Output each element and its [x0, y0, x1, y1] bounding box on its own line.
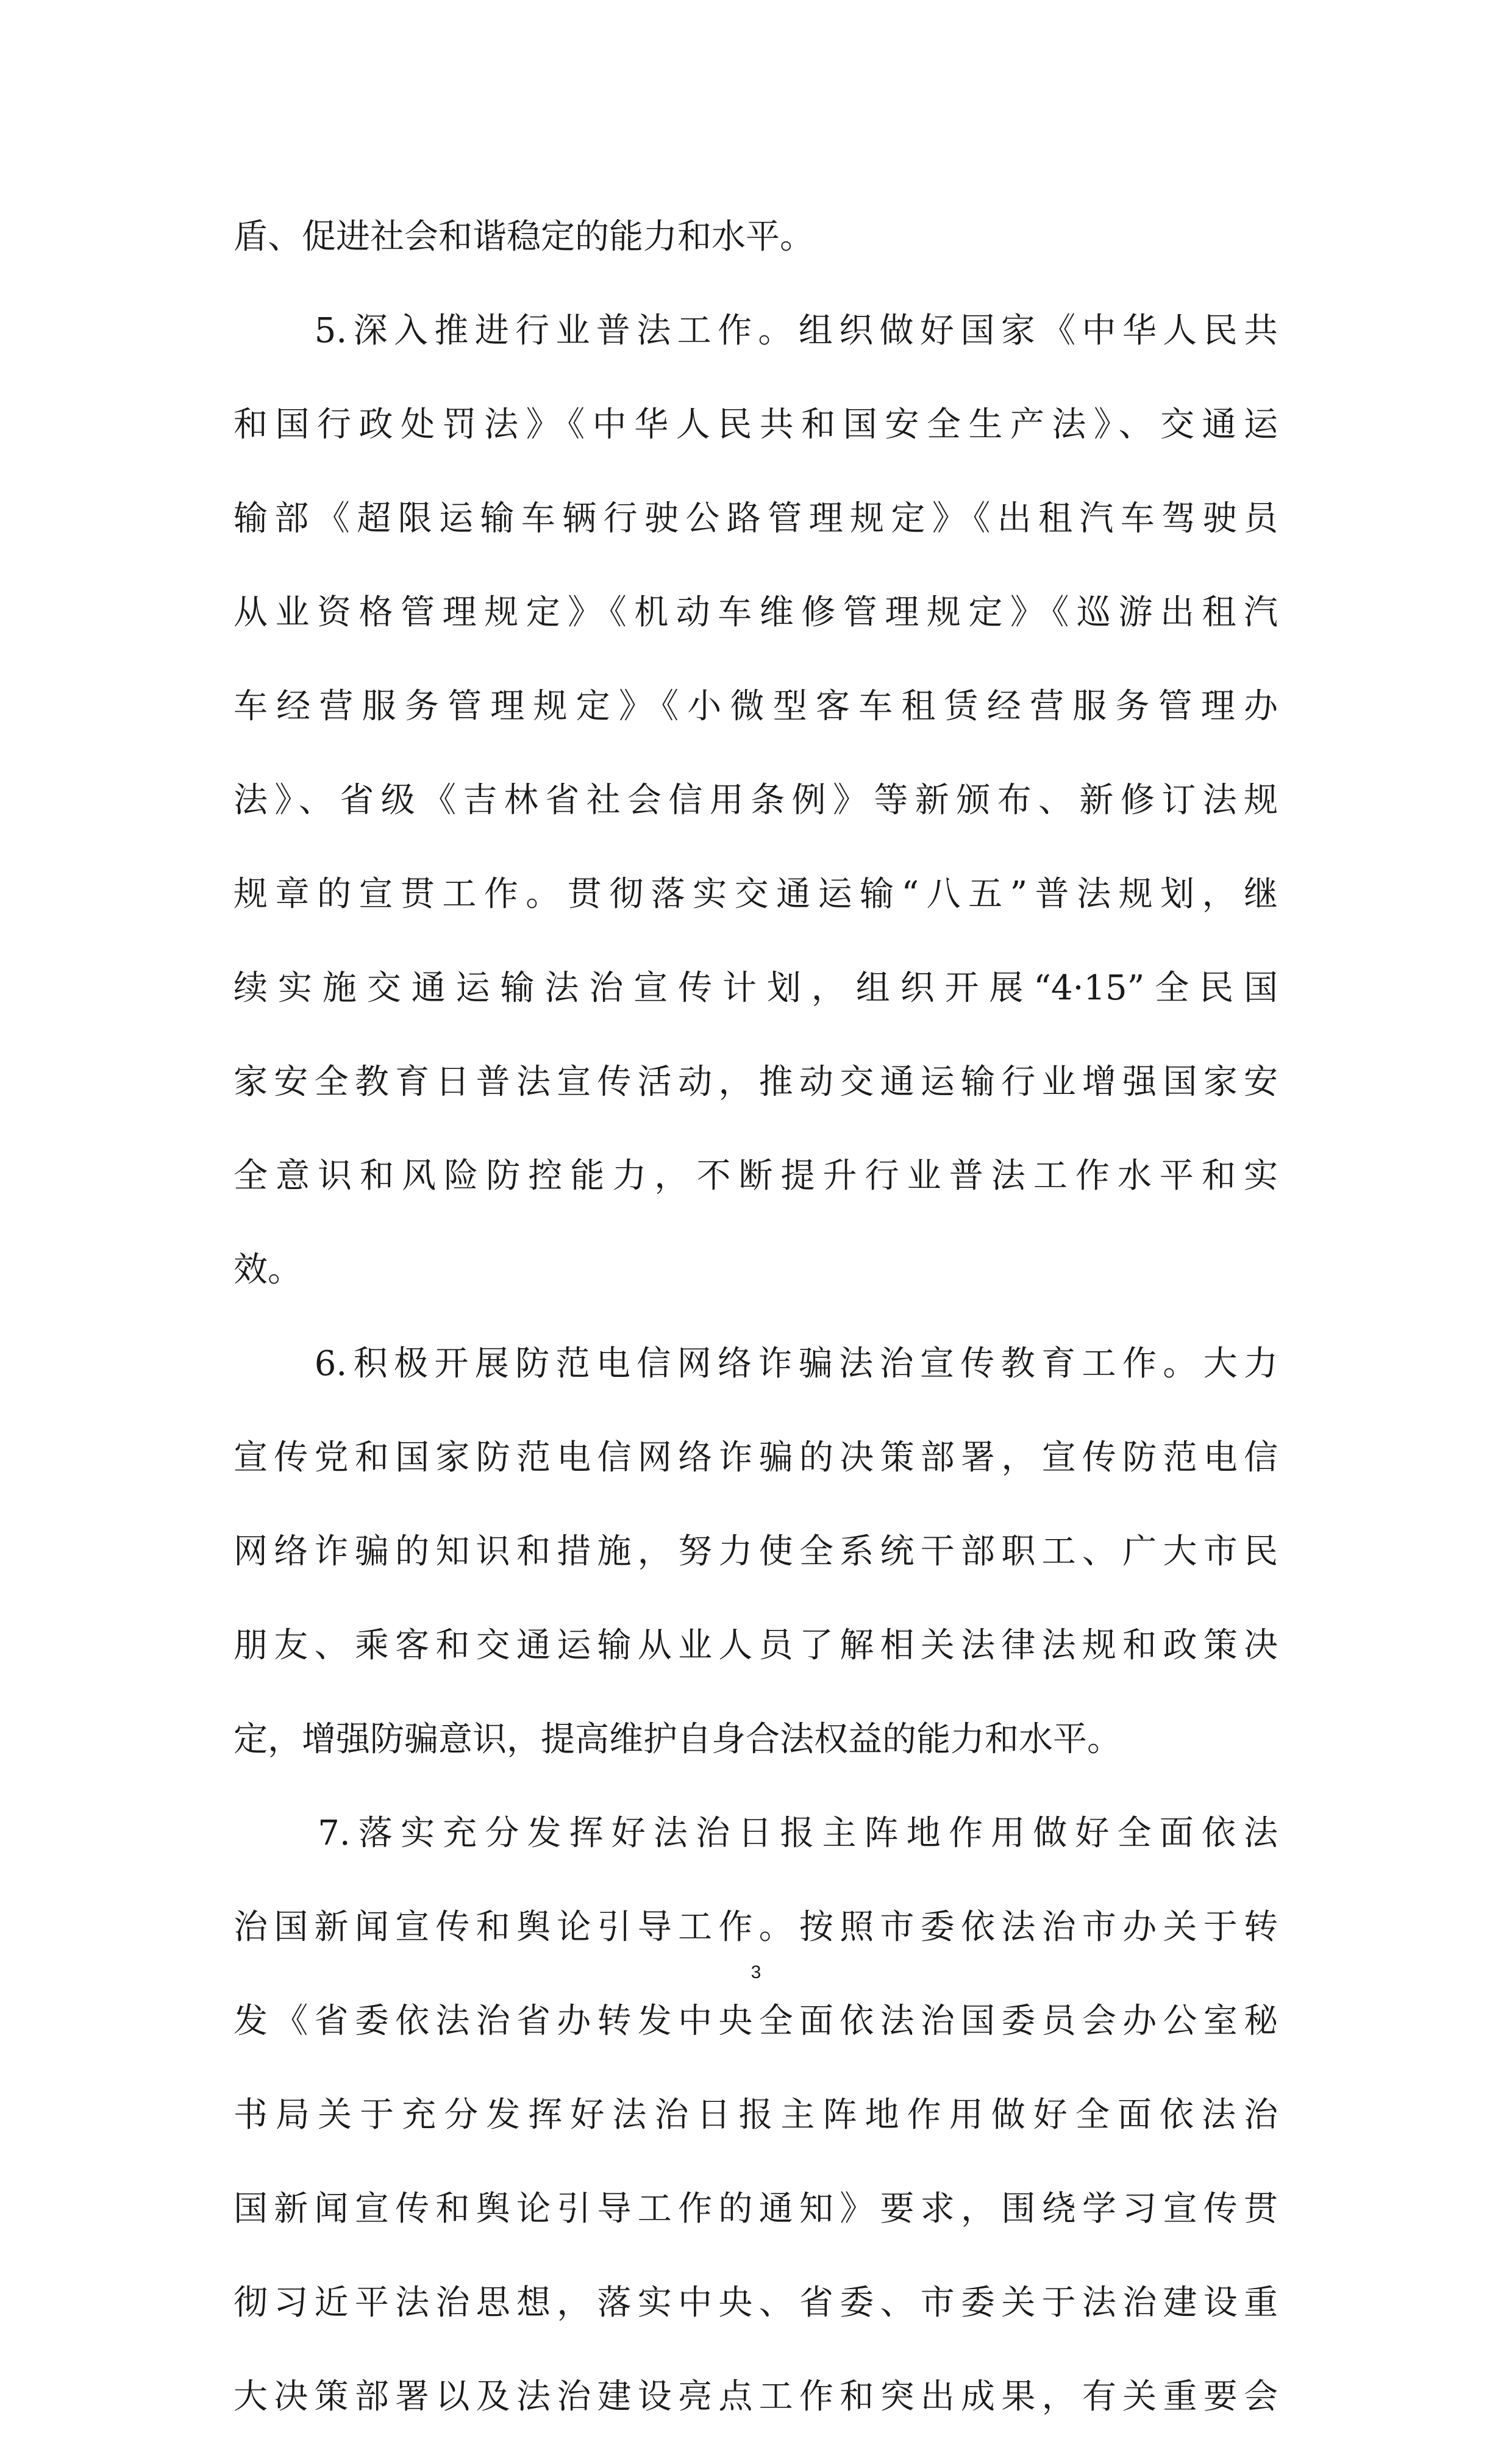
text-line: 大决策部署以及法治建设亮点工作和突出成果，有关重要会: [234, 2377, 1278, 2417]
text-line: 从业资格管理规定》《机动车维修管理规定》《巡游出租汽: [234, 593, 1278, 632]
text-line: 书局关于充分发挥好法治日报主阵地作用做好全面依法治: [234, 2095, 1278, 2135]
text-line: 宣传党和国家防范电信网络诈骗的决策部署，宣传防范电信: [234, 1438, 1278, 1477]
text-line: 续实施交通运输法治宣传计划，组织开展“4·15”全民国: [234, 968, 1278, 1008]
text-line: 法》、省级《吉林省社会信用条例》等新颁布、新修订法规: [234, 781, 1278, 820]
text-line: 效。: [234, 1250, 302, 1290]
text-line: 彻习近平法治思想，落实中央、省委、市委关于法治建设重: [234, 2283, 1278, 2323]
text-line: 车经营服务管理规定》《小微型客车租赁经营服务管理办: [234, 687, 1278, 726]
text-line: 全意识和风险防控能力，不断提升行业普法工作水平和实: [234, 1156, 1278, 1196]
text-line: 7.落实充分发挥好法治日报主阵地作用做好全面依法: [234, 1813, 1278, 1853]
text-line: 盾、促进社会和谐稳定的能力和水平。: [234, 217, 814, 257]
text-line: 家安全教育日普法宣传活动，推动交通运输行业增强国家安: [234, 1062, 1278, 1102]
text-line: 6.积极开展防范电信网络诈骗法治宣传教育工作。大力: [234, 1344, 1278, 1384]
text-line: 输部《超限运输车辆行驶公路管理规定》《出租汽车驾驶员: [234, 499, 1278, 538]
body-text: [234, 190, 1278, 2444]
text-line: 规章的宣贯工作。贯彻落实交通运输“八五”普法规划，继: [234, 874, 1278, 914]
text-line: 和国行政处罚法》《中华人民共和国安全生产法》、交通运: [234, 405, 1278, 445]
text-line: 5.深入推进行业普法工作。组织做好国家《中华人民共: [234, 311, 1278, 351]
text-line: 定，增强防骗意识，提高维护自身合法权益的能力和水平。: [234, 1720, 1121, 1759]
text-line: 治国新闻宣传和舆论引导工作。按照市委依法治市办关于转: [234, 1907, 1278, 1947]
text-line: 网络诈骗的知识和措施，努力使全系统干部职工、广大市民: [234, 1532, 1278, 1571]
text-line: 国新闻宣传和舆论引导工作的通知》要求，围绕学习宣传贯: [234, 2189, 1278, 2229]
text-line: 朋友、乘客和交通运输从业人员了解相关法律法规和政策决: [234, 1626, 1278, 1665]
text-line: 发《省委依法治省办转发中央全面依法治国委员会办公室秘: [234, 2001, 1278, 2041]
page-number: 3: [751, 1962, 761, 1982]
